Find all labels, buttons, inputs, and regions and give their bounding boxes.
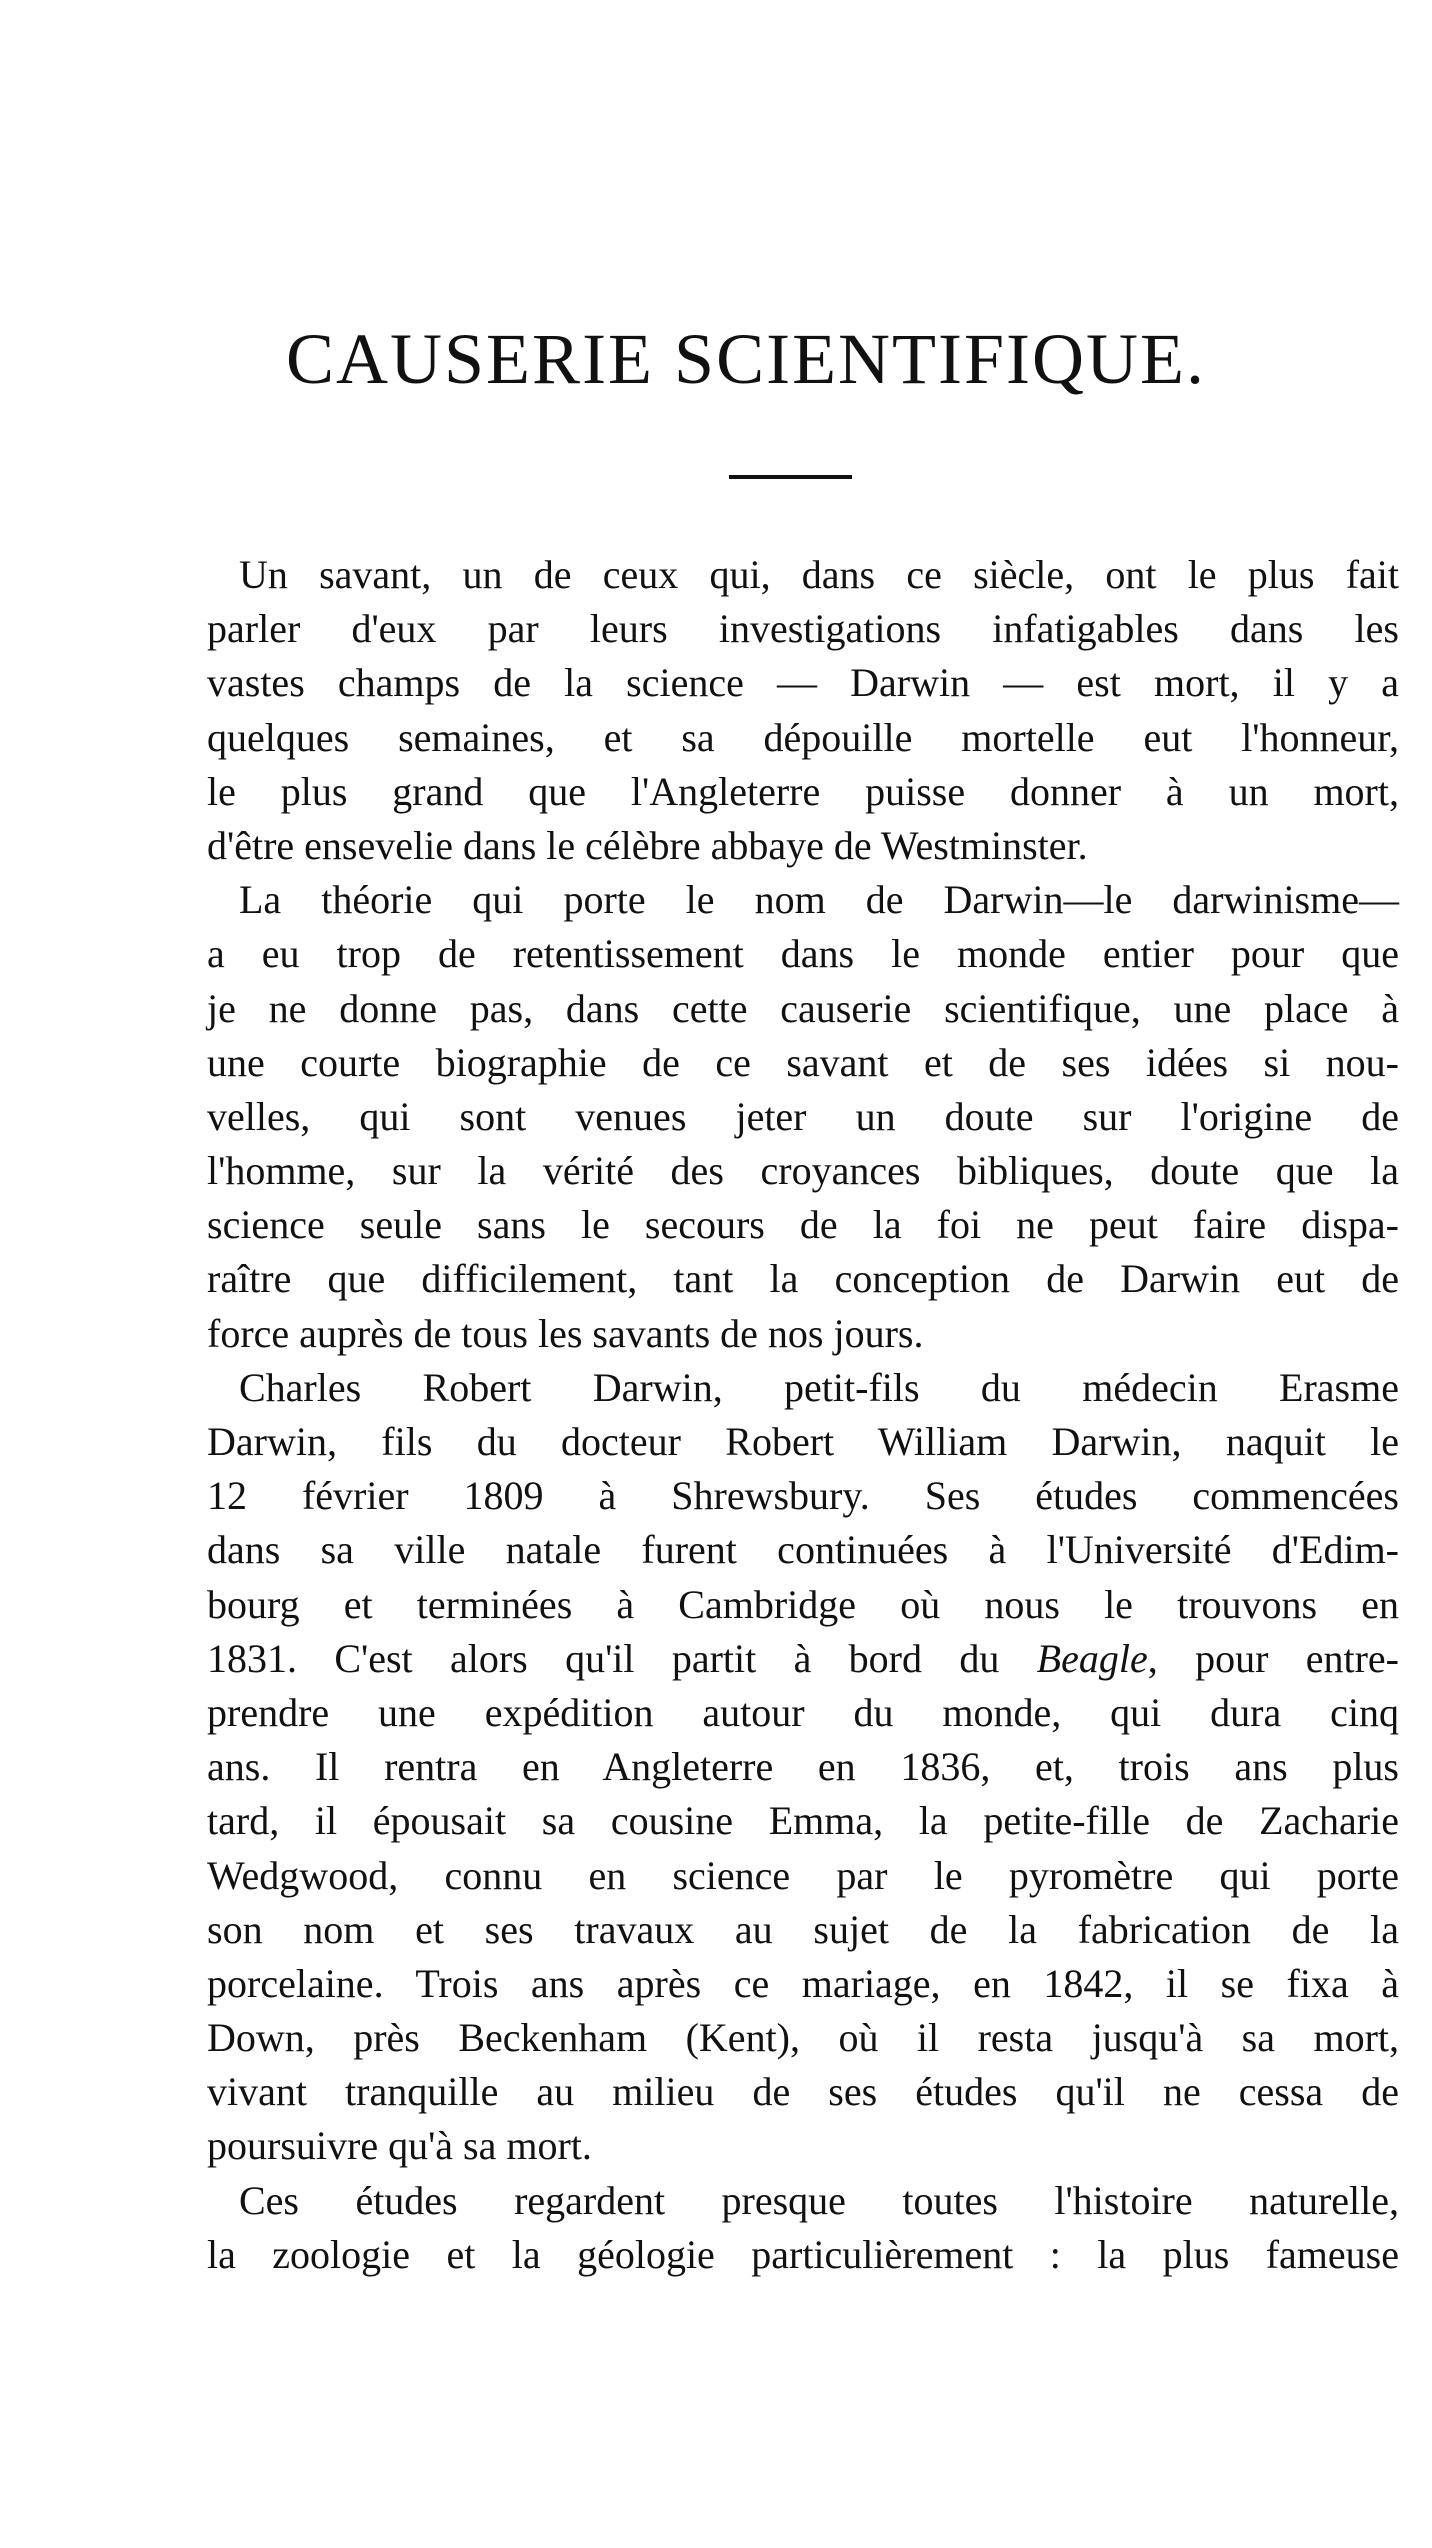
text-line: raître que difficilement, tant la conception de Darwin eut de bbox=[207, 1256, 1399, 1302]
text-line: je ne donne pas, dans cette causerie scientifique, une place à bbox=[207, 985, 1399, 1031]
text-line: science seule sans le secours de la foi ne peut faire dispa- bbox=[207, 1202, 1399, 1248]
text-line: prendre une expédition autour du monde, qui dura cinq bbox=[207, 1689, 1399, 1735]
text-line: Wedgwood, connu en science par le pyromètre qui porte bbox=[207, 1852, 1399, 1898]
text-line: le plus grand que l'Angleterre puisse donner à un mort, bbox=[207, 768, 1399, 814]
text-line: Charles Robert Darwin, petit-fils du médecin Erasme bbox=[239, 1364, 1399, 1410]
body-text bbox=[207, 548, 1399, 2282]
ship-name: Beagle bbox=[1036, 1635, 1148, 1681]
text-line: Darwin, fils du docteur Robert William Darwin, naquit le bbox=[207, 1419, 1399, 1464]
text-line: l'homme, sur la vérité des croyances bibliques, doute que la bbox=[207, 1148, 1399, 1194]
text-line: dans sa ville natale furent continuées à l'Université d'Edim- bbox=[207, 1527, 1399, 1573]
text-line: vivant tranquille au milieu de ses études qu'il ne cessa de bbox=[207, 2069, 1399, 2115]
text-line: son nom et ses travaux au sujet de la fabrication de la bbox=[207, 1906, 1399, 1952]
text-line: Un savant, un de ceux qui, dans ce siècle, ont le plus fait bbox=[239, 552, 1399, 597]
text-line: a eu trop de retentissement dans le monde entier pour que bbox=[207, 931, 1399, 977]
text-line: vastes champs de la science — Darwin — est mort, il y a bbox=[207, 660, 1399, 706]
text-line: bourg et terminées à Cambridge où nous le trouvons en bbox=[207, 1581, 1399, 1627]
text-line: 1831. C'est alors qu'il partit à bord du Beagle, pour entre- bbox=[207, 1635, 1399, 1681]
text-line: ans. Il rentra en Angleterre en 1836, et, trois ans plus bbox=[207, 1744, 1399, 1790]
text-line: force auprès de tous les savants de nos jours. bbox=[207, 1310, 924, 1356]
text-line: la zoologie et la géologie particulièrement : la plus fameuse bbox=[207, 2231, 1399, 2277]
page-title: CAUSERIE SCIENTIFIQUE. bbox=[286, 319, 1206, 399]
text-line: tard, il épousait sa cousine Emma, la petite-fille de Zacharie bbox=[207, 1798, 1399, 1844]
text-line: 12 février 1809 à Shrewsbury. Ses études commencées bbox=[207, 1473, 1399, 1519]
text-line: porcelaine. Trois ans après ce mariage, en 1842, il se fixa à bbox=[207, 1960, 1399, 2006]
text-line: Down, près Beckenham (Kent), où il resta jusqu'à sa mort, bbox=[207, 2015, 1399, 2061]
text-line: velles, qui sont venues jeter un doute sur l'origine de bbox=[207, 1093, 1399, 1139]
text-line: d'être ensevelie dans le célèbre abbaye de Westminster. bbox=[207, 822, 1088, 868]
text-line: La théorie qui porte le nom de Darwin—le darwinisme— bbox=[239, 877, 1399, 923]
text-line: Ces études regardent presque toutes l'histoire naturelle, bbox=[239, 2177, 1399, 2223]
text-line: quelques semaines, et sa dépouille mortelle eut l'honneur, bbox=[207, 714, 1399, 760]
title-rule bbox=[729, 475, 852, 479]
text-line: parler d'eux par leurs investigations infatigables dans les bbox=[207, 606, 1399, 652]
text-line: une courte biographie de ce savant et de ses idées si nou- bbox=[207, 1039, 1399, 1085]
text-line: poursuivre qu'à sa mort. bbox=[207, 2123, 592, 2169]
